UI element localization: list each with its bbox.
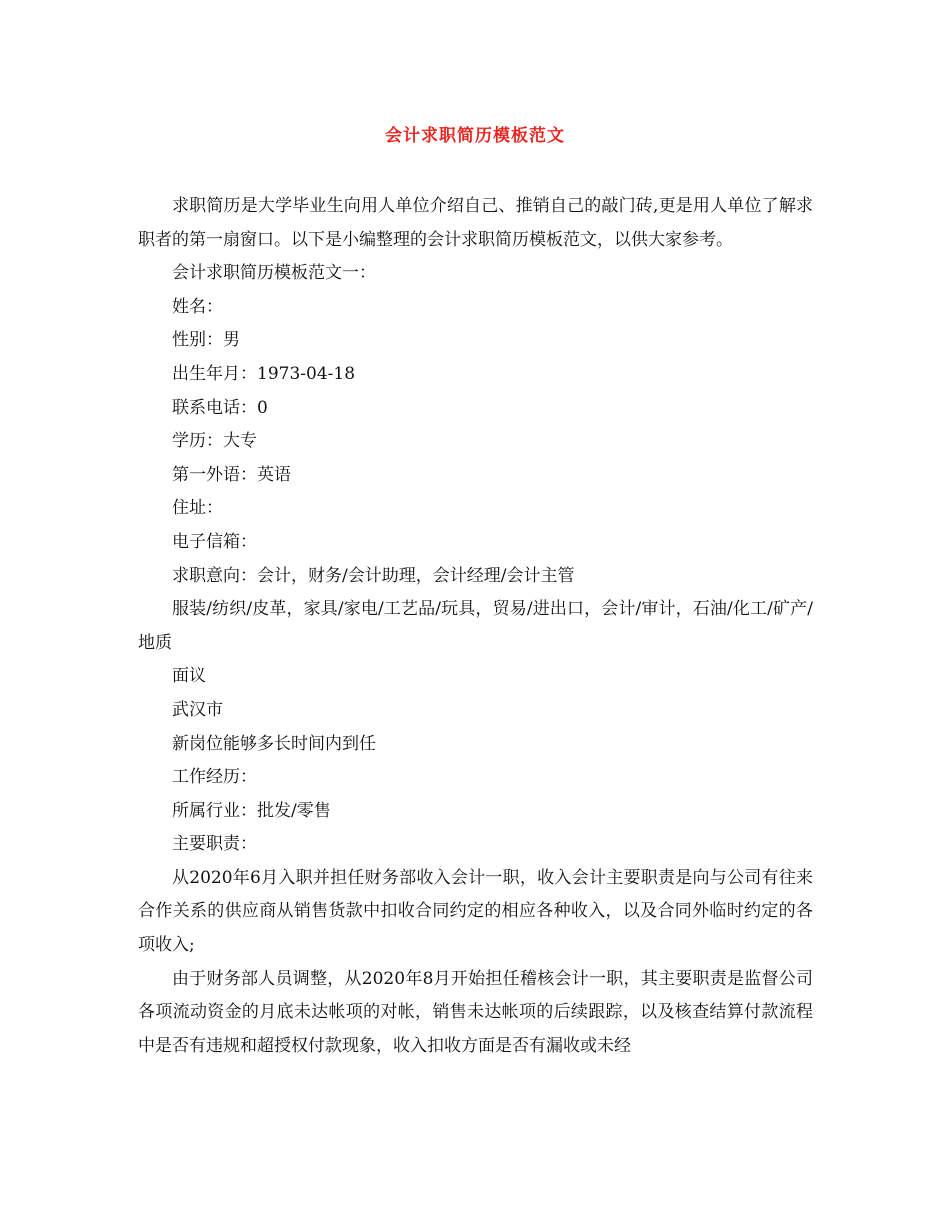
field-phone: 联系电话：0: [172, 397, 268, 418]
field-industries: 服装/纺织/皮革，家具/家电/工艺品/玩具，贸易/进出口，会计/审计，石油/化工/矿产/地质: [138, 599, 813, 653]
paragraph-section-heading: 会计求职简历模板范文一：: [172, 263, 376, 284]
field-salary: 面议: [172, 666, 206, 687]
paragraph-duty-1: 从2020年6月入职并担任财务部收入会计一职，收入会计主要职责是向与公司有往来合作关系的供应商从销售货款中扣收合同约定的相应各种收入，以及合同外临时约定的各项收入;: [138, 867, 813, 956]
paragraph-intro: 求职简历是大学毕业生向用人单位介绍自己、推销自己的敲门砖,更是用人单位了解求职者的第一扇窗口。以下是小编整理的会计求职简历模板范文，以供大家参考。: [138, 196, 813, 250]
field-industry: 所属行业：批发/零售: [172, 800, 331, 821]
field-availability: 新岗位能够多长时间内到任: [172, 733, 376, 754]
document-body: [138, 190, 813, 1063]
field-work-experience: 工作经历：: [172, 767, 257, 788]
field-foreign-language: 第一外语：英语: [172, 464, 291, 485]
field-main-duties: 主要职责：: [172, 834, 257, 855]
field-job-intention: 求职意向：会计，财务/会计助理，会计经理/会计主管: [172, 565, 575, 586]
field-email: 电子信箱：: [172, 531, 257, 552]
field-gender: 性别：男: [172, 330, 240, 351]
paragraph-duty-2: 由于财务部人员调整，从2020年8月开始担任稽核会计一职，其主要职责是监督公司各项流动资金的月底未达帐项的对帐，销售未达帐项的后续跟踪，以及核查结算付款流程中是否有违规和超授权付款现象，收入扣收方面是否有漏收或未经: [138, 968, 813, 1056]
field-location: 武汉市: [172, 699, 223, 720]
field-birthdate: 出生年月：1973-04-18: [172, 363, 356, 384]
field-name: 姓名：: [172, 296, 223, 317]
document-title: 会计求职简历模板范文: [385, 126, 565, 146]
field-address: 住址：: [172, 498, 223, 519]
field-education: 学历：大专: [172, 431, 257, 452]
